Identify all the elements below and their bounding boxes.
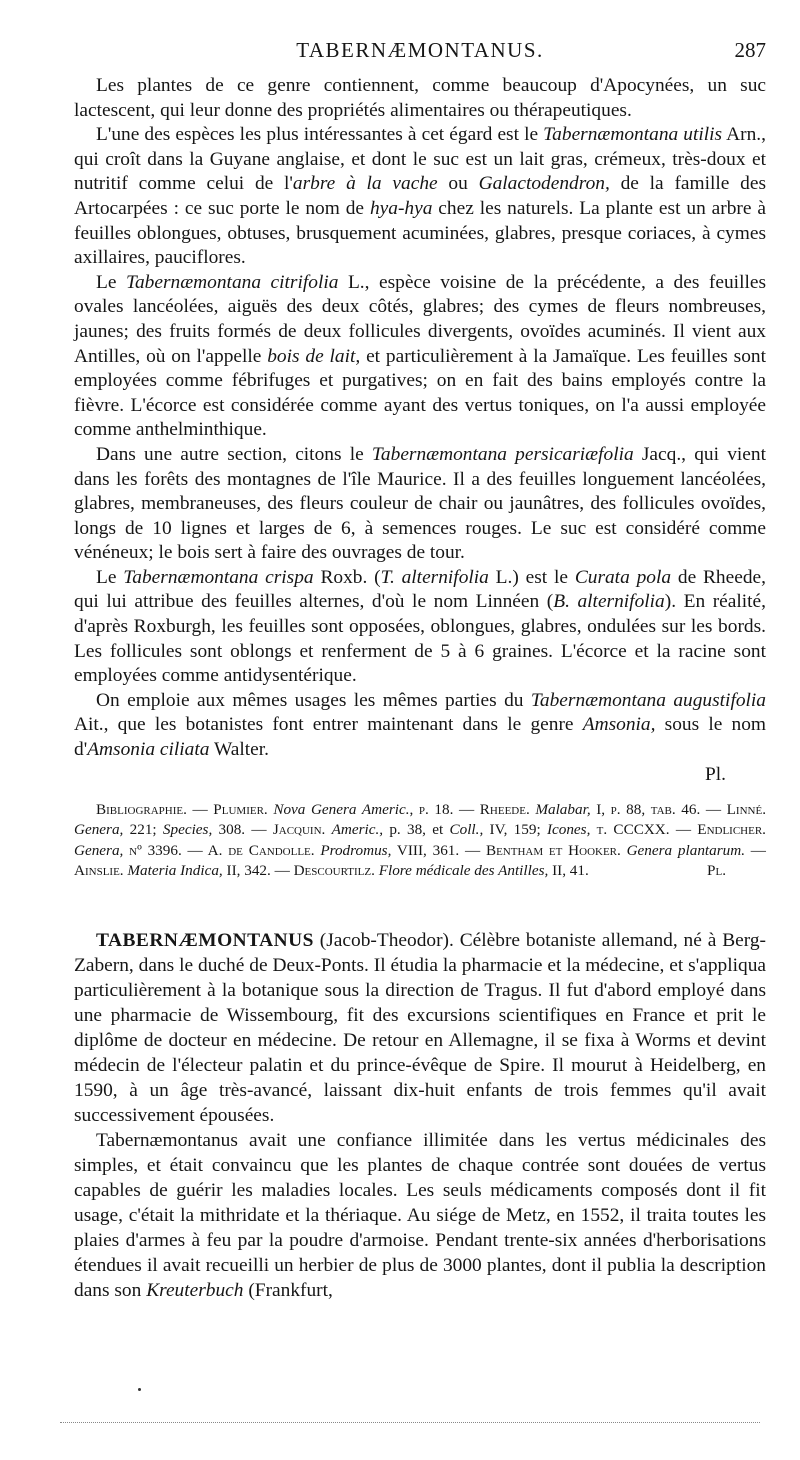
- text-run: On emploie aux mêmes usages les mêmes parties du: [96, 689, 531, 711]
- entry-headword: TABERNÆMONTANUS: [96, 930, 314, 951]
- page-number: 287: [734, 38, 766, 62]
- text-run: de Rheede, qui lui attribue des feuilles alternes, d'où le nom Linnéen (: [74, 566, 766, 613]
- vernacular-name: hya-hya: [369, 197, 433, 219]
- work-title: Icones,: [546, 821, 591, 839]
- paragraph: [74, 74, 766, 123]
- text-run: IV, 159;: [483, 821, 547, 839]
- text-run: Dans une autre section, citons le: [96, 443, 372, 465]
- text-run: Roxb. (: [313, 566, 381, 588]
- italic-term: arbre à la vache: [292, 173, 438, 195]
- paragraph: [74, 271, 766, 443]
- work-title: Genera,: [74, 841, 124, 859]
- text-run: VIII, 361. — Bentham et Hooker.: [391, 841, 627, 859]
- work-title: Species,: [162, 821, 213, 839]
- species-name: B. alternifolia: [553, 591, 665, 613]
- text-run: Arn., qui croît dans la Guyane anglaise, et dont le suc est un lait gras, crémeux, très-doux et nutritif comme celui de l': [74, 124, 766, 195]
- text-run: I, p. 88, tab. 46. — Linné.: [590, 801, 766, 818]
- work-title: Materia Indica,: [127, 862, 223, 880]
- text-run: t. CCCXX. — Endlicher.: [590, 821, 766, 839]
- species-name: Amsonia ciliata: [87, 739, 210, 761]
- text-run: L.) est le: [488, 566, 575, 588]
- paragraph: [74, 566, 766, 689]
- text-run: II, 41.: [548, 862, 589, 880]
- text-run: Le: [96, 271, 126, 293]
- species-name: T. alternifolia: [380, 566, 489, 588]
- species-name: Tabernæmontana persicariæfolia: [371, 443, 634, 465]
- text-run: (Jacob-Theodor). Célèbre botaniste allemand, né à Berg-Zabern, dans le duché de Deux-Ponts. Il étudia la pharmacie et la médecine, et s'appliqua particulièrement à la botanique sous la direction de Tragus. Il fut d'abord employé dans une pharmacie de Wissembourg, fit des excursions scientifiques en France et prit le diplôme de docteur en médecine. De retour en Allemagne, il se fixa à Worms et devint médecin de l'électeur palatin et du prince-évêque de Spire. Il mourut à Heidelberg, en 1590, à un âge très-avancé, laissant dix-huit enfants de trois femmes qu'il avait successivement épousées.: [74, 930, 766, 1126]
- text-run: de la famille des Artocarpées : ce suc porte le nom de: [74, 173, 766, 219]
- text-run: Les plantes de ce genre contiennent, comme beaucoup d'Apocynées, un suc lactescent, qui leur donne des propriétés alimentaires ou thérapeutiques.: [74, 75, 766, 121]
- genus-name: Amsonia,: [582, 714, 656, 736]
- author-signature: Pl.: [707, 862, 726, 880]
- paragraph: [74, 123, 766, 271]
- text-run: et particulièrement à la Jamaïque. Les feuilles sont employées comme fébrifuges et purgatives; on en fait des bains employés contre la fièvre. L'écorce est considérée comme ayant des vertus toniques, on l'a aussi employée comme anthelminthique.: [74, 345, 766, 441]
- main-text: [74, 74, 766, 787]
- text-run: Ait., que les botanistes font entrer maintenant dans le genre: [74, 714, 583, 736]
- work-title: Kreuterbuch: [146, 1280, 244, 1301]
- work-title: Flore médicale des Antilles,: [378, 862, 549, 880]
- text-run: ). En réalité, d'après Roxburgh, les feuilles sont opposées, oblongues, glabres, ondulées sur les bords. Les follicules sont oblongs et renferment de 5 à 6 graines. L'écorce et la racine sont employées comme antidysentérique.: [74, 591, 766, 687]
- text-run: II, 342. — Descourtilz.: [222, 862, 379, 880]
- biography-article: [74, 928, 766, 1303]
- text-run: p. 38, et: [383, 821, 450, 839]
- text-run: , p. 18. — Rheede.: [409, 801, 536, 818]
- work-title: Genera plantarum.: [626, 841, 746, 859]
- paragraph: [74, 443, 766, 566]
- vernacular-name: Curata pola: [574, 566, 672, 588]
- text-run: Tabernæmontanus avait une confiance illimitée dans les vertus médicinales des simples, et était convaincu que les plantes de chaque contrée sont douées de vertus capables de guérir les maladies locales. Les seuls médicaments composés dont il fit usage, c'était la mithridate et la thériaque. Au siége de Metz, en 1552, il traita toutes les plaies d'armes à feu par la poudre d'armoise. Pendant trente-six années d'herborisations étendues il avait recueilli un herbier de plus de 3000 plantes, dont il publia la description dans son: [74, 1130, 766, 1301]
- ink-speck: [138, 1388, 141, 1391]
- bibliography: [74, 800, 766, 882]
- work-title: Nova Genera Americ.: [273, 801, 410, 818]
- bottom-rule: [60, 1422, 760, 1423]
- running-title: TABERNÆMONTANUS.: [296, 38, 544, 62]
- species-name: Tabernæmontana augustifolia: [530, 689, 767, 711]
- work-title: Coll.,: [449, 821, 484, 839]
- text-run: Le: [96, 566, 124, 588]
- species-name: Tabernæmontana utilis: [543, 124, 723, 146]
- species-name: Tabernæmontana crispa: [123, 566, 314, 588]
- paragraph: [74, 1128, 766, 1303]
- text-run: — Ainslie.: [74, 841, 766, 880]
- paragraph: [74, 689, 766, 763]
- text-run: ou: [437, 173, 479, 195]
- page-header: [74, 38, 766, 68]
- work-title: Genera,: [74, 821, 124, 839]
- text-run: L., espèce voisine de la précédente, a des feuilles ovales lancéolées, aiguës des deux côtés, glabres; des cymes de fleurs nombreuses, jaunes; des fruits formés de deux follicules divergents, ovoïdes acuminés. Il vient aux Antilles, où on l'appelle: [74, 271, 766, 367]
- text-run: Walter.: [209, 739, 269, 761]
- text-run: (Frankfurt,: [243, 1280, 333, 1301]
- text-run: Jacq., qui vient dans les forêts des montagnes de l'île Maurice. Il a des feuilles longuement lancéolées, glabres, membraneuses, des fleurs couleur de chair ou jaunâtres, des follicules ovoïdes, longs de 10 lignes et larges de 6, à semences rouges. Le suc est considéré comme vénéneux; le bois sert à faire des ouvrages de tour.: [74, 443, 766, 564]
- text-run: 308. — Jacquin.: [212, 821, 332, 839]
- vernacular-name: bois de lait,: [267, 345, 361, 367]
- species-name: Tabernæmontana citrifolia: [125, 271, 339, 293]
- paragraph: [74, 928, 766, 1128]
- text-run: chez les naturels. La plante est un arbre à feuilles oblongues, obtuses, brusquement acuminées, glabres, presque coriaces, à cymes axillaires, pauciflores.: [74, 197, 766, 269]
- text-run: nº 3396. — A. de Candolle.: [123, 841, 321, 859]
- genus-name: Galactodendron,: [478, 173, 610, 195]
- author-signature: Pl.: [704, 763, 726, 785]
- text-run: L'une des espèces les plus intéressantes à cet égard est le: [96, 124, 544, 146]
- work-title: Prodromus,: [320, 841, 392, 859]
- work-title: Malabar,: [535, 801, 591, 818]
- text-run: 221;: [123, 821, 163, 839]
- bibliography-text: [74, 800, 766, 882]
- text-run: sous le nom d': [74, 714, 766, 761]
- text-run: Bibliographie. — Plumier.: [96, 801, 274, 818]
- work-title: Americ.,: [331, 821, 384, 839]
